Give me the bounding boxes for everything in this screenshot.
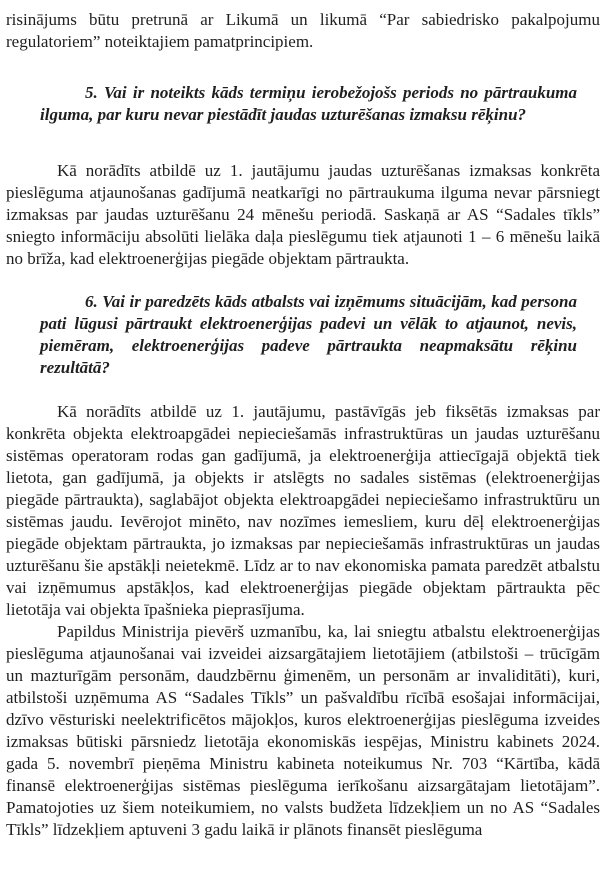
- paragraph-answer-6: Kā norādīts atbildē uz 1. jautājumu, pastāvīgās jeb fiksētās izmaksas par konkrēta objekta elektroapgādei nepieciešamās infrastruktūras un jaudas uzturēšanu sistēmas operatoram rodas gan gadījumā, ja elektroenerģija attiecīgajā objektā tiek lietota, gan gadījumā, ja objekts ir atslēgts no sadales sistēmas (elektroenerģijas piegāde pārtraukta), saglabājot objekta elektroapgādei nepieciešamo infrastruktūru un sistēmas jaudu. Ievērojot minēto, nav nozīmes iemesliem, kuru dēļ elektroenerģijas piegāde objektam pārtraukta, jo izmaksas par nepieciešamās infrastruktūras un jaudas uzturēšanu šie apstākļi neietekmē. Līdz ar to nav ekonomiska pamata paredzēt atbalstu vai izņēmumus apstākļos, kad elektroenerģijas piegāde objektam pārtraukta pēc lietotāja vai objekta īpašnieka pieprasījuma.: [6, 402, 600, 619]
- paragraph-continuation: risinājums būtu pretrunā ar Likumā un likumā “Par sabiedrisko pakalpojumu regulatoriem” noteiktajiem pamatprincipiem.: [6, 10, 600, 51]
- paragraph-answer-5: Kā norādīts atbildē uz 1. jautājumu jaudas uzturēšanas izmaksas konkrēta pieslēguma atjaunošanas gadījumā neatkarīgi no pārtraukuma ilguma nevar pārsniegt izmaksas par jaudas uzturēšanu 24 mēnešu periodā. Saskaņā ar AS “Sadales tīkls” sniegto informāciju absolūti lielāka daļa pieslēgumu tiek atjaunoti 1 – 6 mēnešu laikā no brīža, kad elektroenerģijas piegāde objektam pārtraukta.: [6, 161, 600, 268]
- paragraph-additional-note: Papildus Ministrija pievērš uzmanību, ka, lai sniegtu atbalstu elektroenerģijas pieslēguma atjaunošanai vai izveidei aizsargātajiem lietotājiem (atbilstoši – trūcīgām un mazturīgām personām, daudzbērnu ģimenēm, un personām ar invaliditāti), kuri, atbilstoši uzņēmuma AS “Sadales Tīkls” un pašvaldību rīcībā esošajai informācijai, dzīvo vēsturiski neelektrificētos mājokļos, kuros elektroenerģijas pieslēguma izveides izmaksas būtiski pārsniedz lietotāja ekonomiskās iespējas, Ministru kabinets 2024. gada 5. novembrī pieņēma Ministru kabineta noteikumus Nr. 703 “Kārtība, kādā finansē elektroenerģijas sistēmas pieslēguma ierīkošanu aizsargātajam lietotājam”. Pamatojoties uz šiem noteikumiem, no valsts budžeta līdzekļiem un no AS “Sadales Tīkls” līdzekļiem aptuveni 3 gadu laikā ir plānots finansēt pieslēguma: [6, 622, 600, 839]
- question-5-heading: 5. Vai ir noteikts kāds termiņu ierobežojošs periods no pārtraukuma ilguma, par kuru nevar piestādīt jaudas uzturēšanas izmaksu rēķinu?: [40, 83, 577, 124]
- question-6-heading: 6. Vai ir paredzēts kāds atbalsts vai izņēmums situācijām, kad persona pati lūgusi pārtraukt elektroenerģijas padevi un vēlāk to atjaunot, nevis, piemēram, elektroenerģijas padeve pārtraukta neapmaksātu rēķinu rezultātā?: [40, 292, 577, 377]
